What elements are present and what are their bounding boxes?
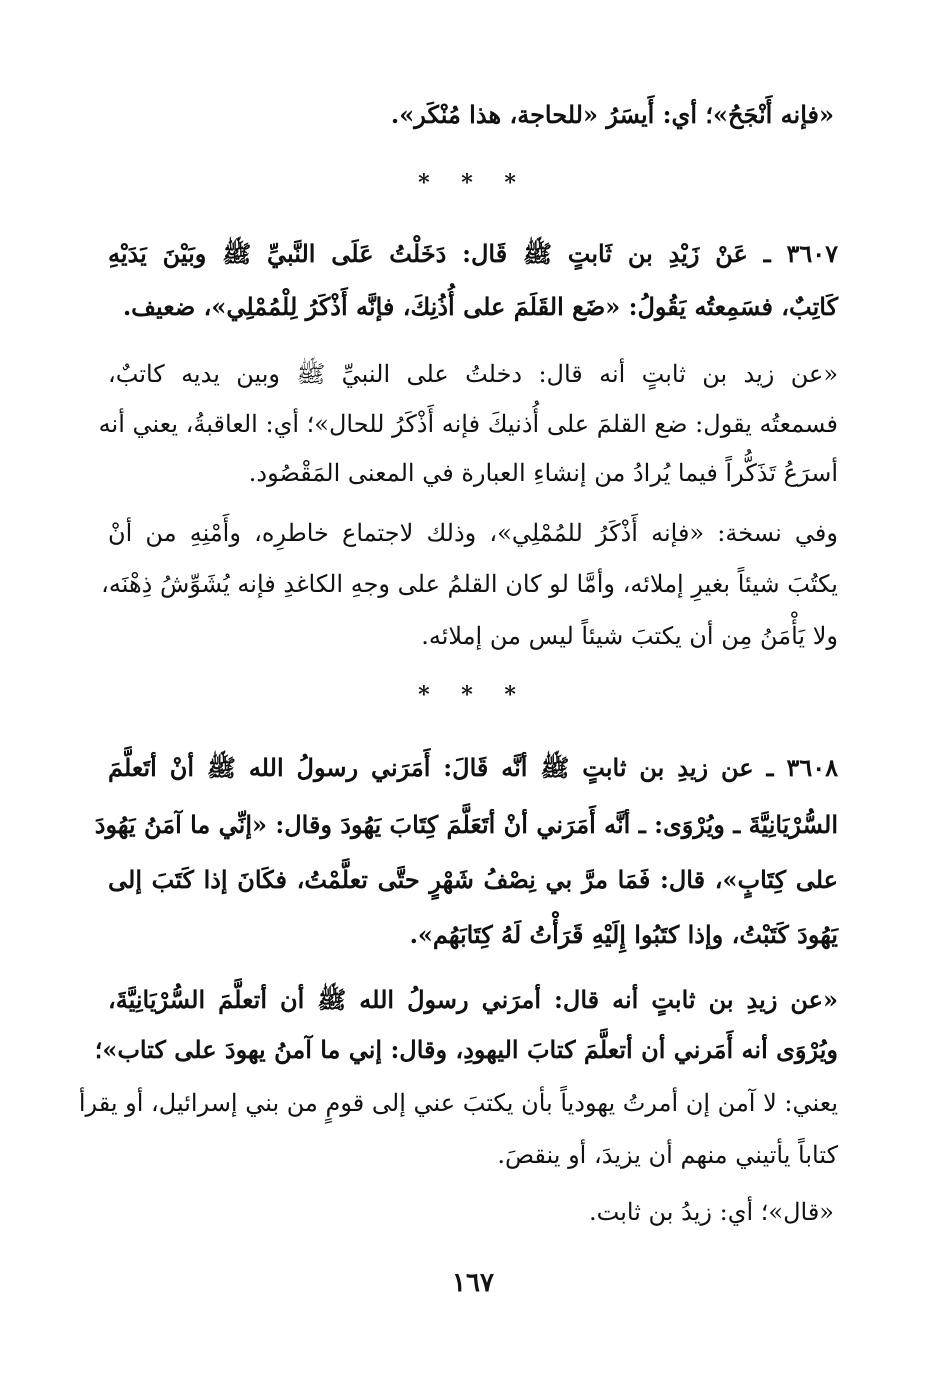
- hadith-3608-line: على كِتَابٍ»، قال: فَمَا مرَّ بي نِصْفُ شَهْرٍ حتَّى تعلَّمْتُ، فكَانَ إذا كَتَبَ إلى: [108, 865, 838, 894]
- commentary-3608-line: يعني: لا آمن إن أمرتُ يهودياً بأن يكتبَ عني إلى قومٍ من بني إسرائيل، أو يقرأ: [78, 1089, 838, 1117]
- nuskha-line: وفي نسخة: «فإنه أَذْكَرُ للمُمْلِي»، وذلك لاجتماع خاطرِه، وأَمْنِهِ من أنْ: [108, 519, 838, 547]
- commentary-3607-line: «عن زيد بن ثابتٍ أنه قال: دخلتُ على النبيِّ ﷺ وبين يديه كاتبٌ،: [108, 360, 838, 388]
- section-separator: * * *: [418, 170, 528, 196]
- section-separator: * * *: [418, 682, 528, 708]
- commentary-3607-line: أسرَعُ تَذَكُّراً فيما يُرادُ من إنشاءِ العبارة في المعنى المَقْصُود.: [248, 459, 838, 487]
- hadith-3607-line: ٣٦٠٧ ـ عَنْ زَيْدِ بن ثَابتٍ ﷺ قَال: دَخَلْتُ عَلَى النَّبيِّ ﷺ وبَيْنَ يَدَيْهِ: [108, 239, 838, 268]
- hadith-3608-line: يَهُودَ كَتَبْتُ، وإذا كتَبُوا إِلَيْهِ قَرَأْتُ لَهُ كِتَابَهُم».: [409, 920, 838, 949]
- commentary-3608-line: ويُرْوَى أنه أَمَرني أن أتعلَّمَ كتابَ اليهودِ، وقال: إني ما آمنُ يهودَ على كتاب»؛: [94, 1035, 838, 1064]
- hadith-3608-line: السُّرْيَانِيَّةَ ـ ويُرْوَى: ـ أنَّه أَمَرَني أنْ أتَعَلَّمَ كِتَابَ يَهُودَ وقال: «إنِّي ما آمَنُ يَهُودَ: [94, 810, 838, 839]
- nuskha-line: يكتُبَ شيئاً بغيرِ إملائه، وأمَّا لو كان القلمُ على وجهِ الكاغدِ فإنه يُشَوِّشُ ذِهْنَه،: [101, 570, 838, 598]
- hadith-3608-line: ٣٦٠٨ ـ عن زيدِ بن ثابتٍ ﷺ أنَّه قَالَ: أَمَرَني رسولُ الله ﷺ أنْ أتَعلَّمَ: [108, 753, 838, 782]
- commentary-3607-line: فسمعتُه يقول: ضع القلمَ على أُذنيكَ فإنه أَذْكَرُ للحال»؛ أي: العاقبةُ، يعني أنه: [98, 410, 838, 438]
- hadith-3607-line: كَاتِبٌ، فسَمِعتُه يَقُولُ: «ضَع القَلَمَ على أُذُنِكَ، فإنَّه أَذْكَرُ لِلْمُمْلِي»، ضعيف.: [122, 292, 838, 321]
- commentary-3608-line: «عن زيدِ بن ثابتٍ أنه قال: أمرَني رسولُ الله ﷺ أن أتعلَّمَ السُّرْيَانِيَّةَ،: [108, 985, 838, 1014]
- commentary-3608-line: كتاباً يأتيني منهم أن يزيدَ، أو ينقصَ.: [497, 1141, 838, 1169]
- nuskha-line: ولا يَأْمَنُ مِن أن يكتبَ شيئاً ليس من إملائه.: [421, 622, 838, 650]
- qala-line: «قال»؛ أي: زيدُ بن ثابت.: [589, 1198, 834, 1226]
- page-number: ١٦٧: [452, 1268, 494, 1298]
- text-line: «فإنه أَنْجَحُ»؛ أي: أَيسَرُ «للحاجة، هذا مُنْكَر».: [390, 100, 834, 129]
